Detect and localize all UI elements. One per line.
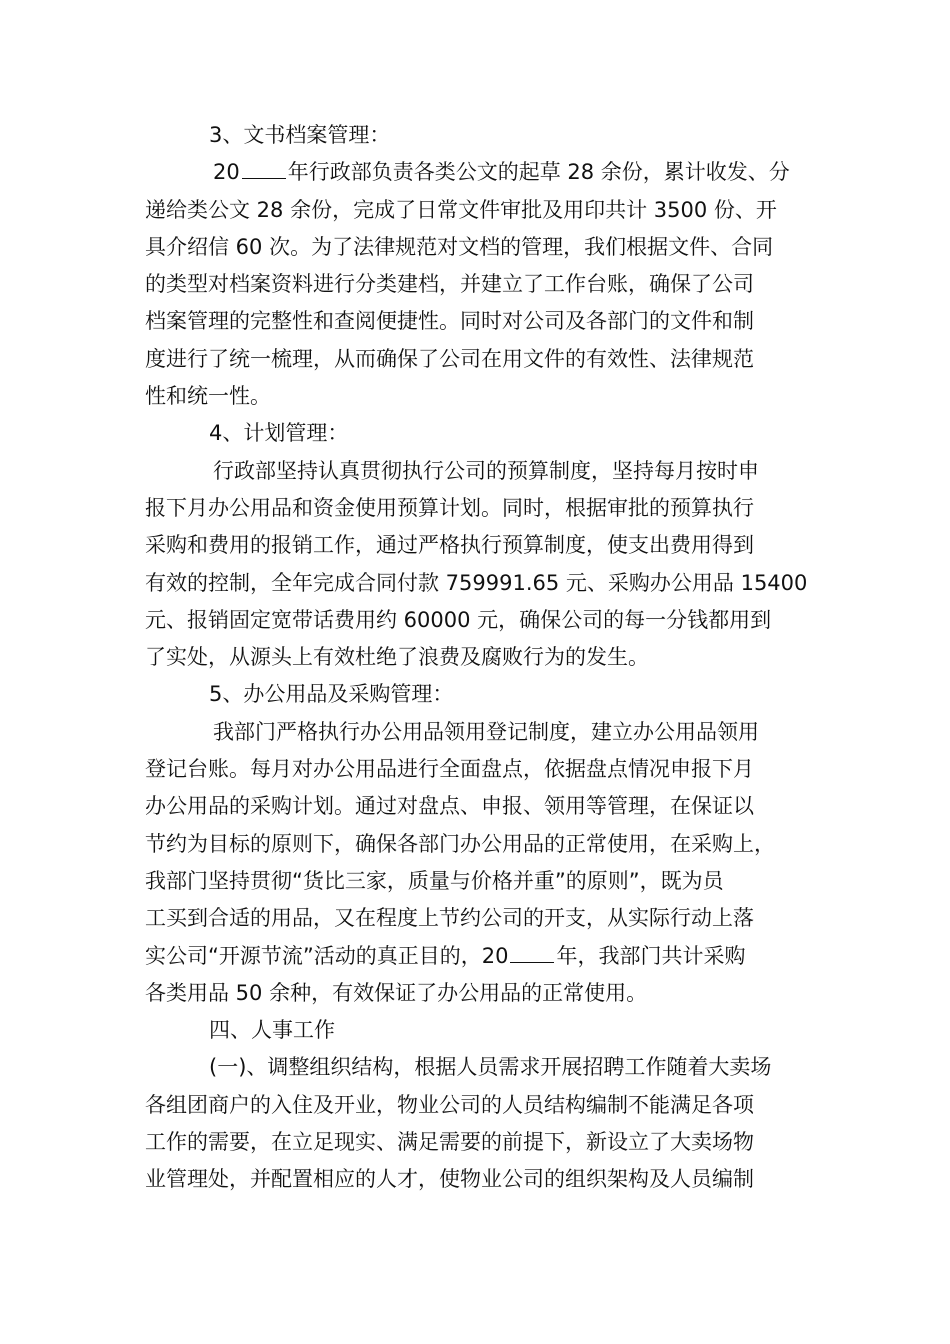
paragraph-line: 度进行了统一梳理，从而确保了公司在用文件的有效性、法律规范 xyxy=(145,346,754,371)
blank-underline xyxy=(510,944,554,963)
paragraph-line: 我部门坚持贯彻“货比三家，质量与价格并重”的原则”，既为员 xyxy=(145,868,724,893)
document-body xyxy=(145,117,810,1199)
paragraph-line: 登记台账。每月对办公用品进行全面盘点，依据盘点情况申报下月 xyxy=(145,757,754,782)
paragraph-line: 具介绍信 60 次。为了法律规范对文档的管理，我们根据文件、合同 xyxy=(145,234,774,259)
paragraph-line: 办公用品的采购计划。通过对盘点、申报、领用等管理，在保证以 xyxy=(145,794,754,819)
paragraph-line: 各组团商户的入住及开业，物业公司的人员结构编制不能满足各项 xyxy=(145,1092,754,1117)
paragraph-line: 我部门严格执行办公用品领用登记制度，建立办公用品领用 xyxy=(213,719,759,744)
paragraph-line: 报下月办公用品和资金使用预算计划。同时，根据审批的预算执行 xyxy=(145,495,754,520)
paragraph-line: 的类型对档案资料进行分类建档，并建立了工作台账，确保了公司 xyxy=(145,272,754,297)
text-segment: 实公司“开源节流”活动的真正目的，20 xyxy=(145,943,509,968)
paragraph-line: 了实处，从源头上有效杜绝了浪费及腐败行为的发生。 xyxy=(145,645,649,670)
paragraph-line: 有效的控制，全年完成合同付款 759991.65 元、采购办公用品 15400 xyxy=(145,570,808,595)
text-segment: 年，我部门共计采购 xyxy=(556,943,746,968)
paragraph-line xyxy=(145,938,810,975)
text-segment: 20 xyxy=(213,160,240,185)
paragraph-line: 工作的需要，在立足现实、满足需要的前提下，新设立了大卖场物 xyxy=(145,1130,754,1155)
paragraph-line: 各类用品 50 余种，有效保证了办公用品的正常使用。 xyxy=(145,980,648,1005)
heading-personnel-work: 四、人事工作 xyxy=(209,1018,335,1043)
paragraph-line: 性和统一性。 xyxy=(145,384,271,409)
paragraph-line: 工买到合适的用品，又在程度上节约公司的开支，从实际行动上落 xyxy=(145,906,754,931)
paragraph-line: (一)、调整组织结构，根据人员需求开展招聘工作随着大卖场 xyxy=(209,1055,772,1080)
blank-underline xyxy=(242,160,286,179)
heading-archive-management: 3、文书档案管理： xyxy=(209,123,391,147)
paragraph-line: 采购和费用的报销工作，通过严格执行预算制度，使支出费用得到 xyxy=(145,533,754,558)
paragraph-line: 节约为目标的原则下，确保各部门办公用品的正常使用，在采购上， xyxy=(145,831,775,856)
paragraph-line: 元、报销固定宽带话费用约 60000 元，确保公司的每一分钱都用到 xyxy=(145,607,772,632)
paragraph-line: 行政部坚持认真贯彻执行公司的预算制度，坚持每月按时申 xyxy=(213,458,759,483)
paragraph-line xyxy=(145,154,810,191)
paragraph-line: 业管理处，并配置相应的人才，使物业公司的组织架构及人员编制 xyxy=(145,1167,754,1192)
text-segment: 年行政部负责各类公文的起草 28 余份，累计收发、分 xyxy=(287,160,790,185)
heading-plan-management: 4、计划管理： xyxy=(209,421,349,446)
paragraph-line: 档案管理的完整性和查阅便捷性。同时对公司及各部门的文件和制 xyxy=(145,309,754,334)
paragraph-line: 递给类公文 28 余份，完成了日常文件审批及用印共计 3500 份、开 xyxy=(145,197,777,222)
heading-office-supplies: 5、办公用品及采购管理： xyxy=(209,682,454,707)
